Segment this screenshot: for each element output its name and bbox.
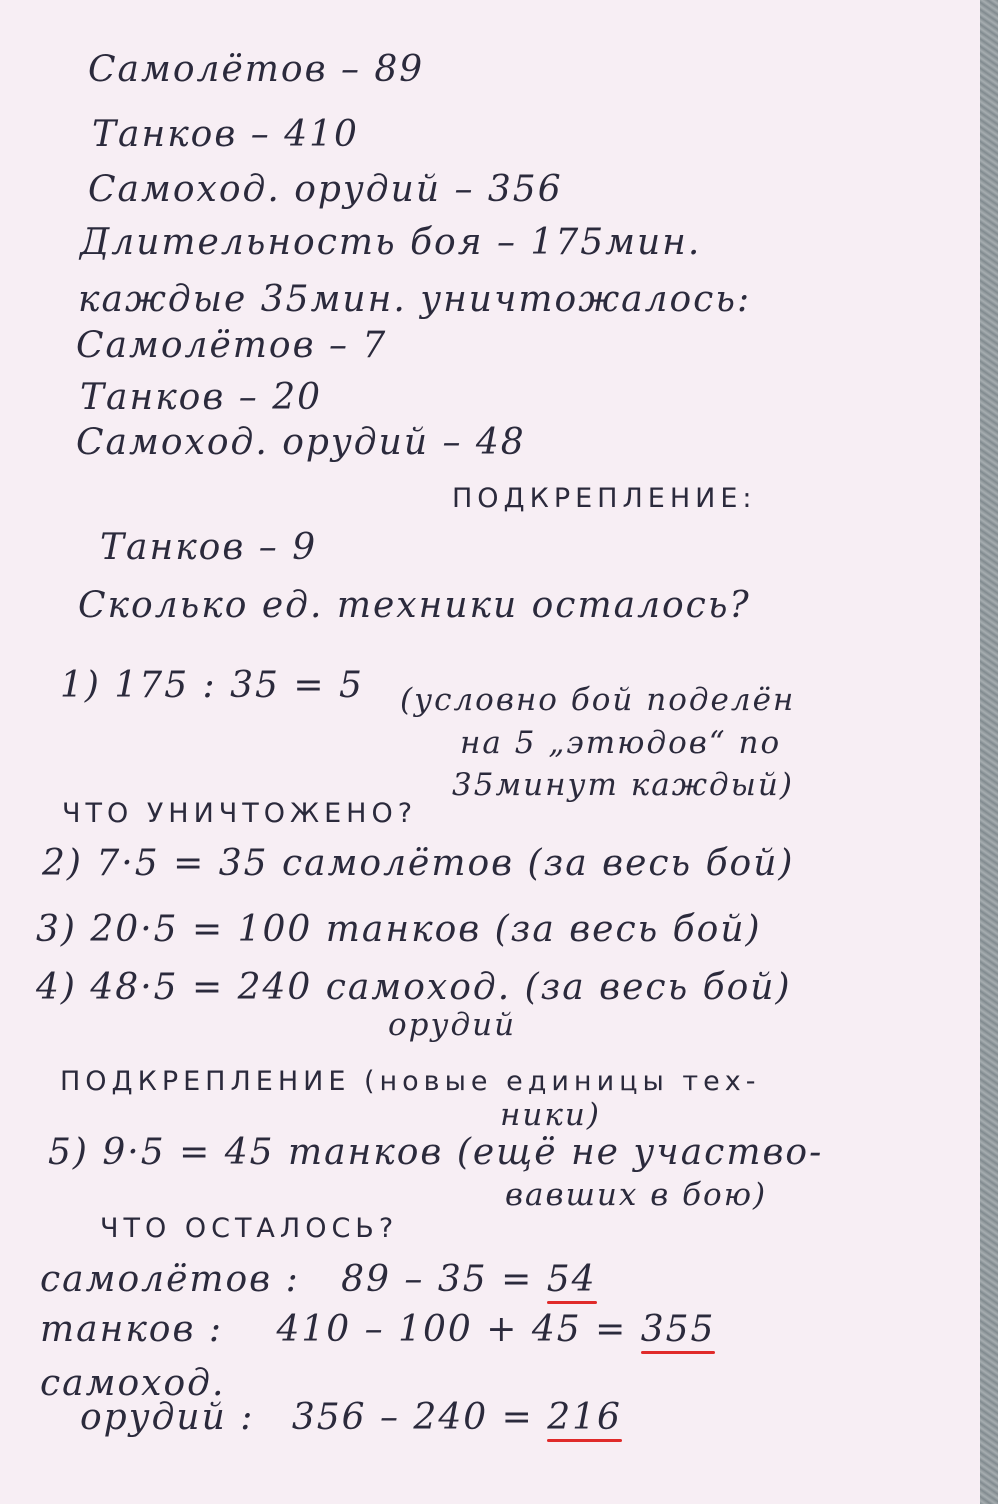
step-4-guns: орудий <box>388 1007 517 1043</box>
step-1-note-line2: на 5 „этюдов“ по <box>460 725 782 761</box>
given-every-35-min: каждые 35мин. уничтожалось: <box>78 279 752 320</box>
destroyed-heading: ЧТО УНИЧТОЖЕНО? <box>62 798 418 829</box>
result-guns-label-line1: самоход. <box>40 1363 226 1404</box>
given-tanks: Танков – 410 <box>92 114 359 155</box>
given-duration: Длительность боя – 175мин. <box>80 222 702 263</box>
result-planes-expr: 89 – 35 = <box>341 1259 534 1300</box>
result-planes <box>40 1259 597 1300</box>
step-1-note-line3: 35минут каждый) <box>452 767 794 803</box>
step-2: 2) 7·5 = 35 самолётов (за весь бой) <box>42 843 795 884</box>
result-planes-answer: 54 <box>546 1259 597 1300</box>
background-fabric <box>980 0 998 1504</box>
result-tanks-answer: 355 <box>640 1309 716 1350</box>
step-4: 4) 48·5 = 240 самоход. (за весь бой) <box>36 967 792 1008</box>
step-1: 1) 175 : 35 = 5 <box>60 665 364 706</box>
question: Сколько ед. техники осталось? <box>78 585 751 626</box>
result-guns <box>80 1397 622 1438</box>
remaining-heading: ЧТО ОСТАЛОСЬ? <box>100 1213 399 1244</box>
result-guns-label: орудий : <box>80 1397 255 1438</box>
destroyed-guns: Самоход. орудий – 48 <box>76 422 526 463</box>
step-3: 3) 20·5 = 100 танков (за весь бой) <box>36 909 762 950</box>
destroyed-tanks: Танков – 20 <box>80 377 323 418</box>
reinforcement-heading: ПОДКРЕПЛЕНИЕ: <box>452 483 757 514</box>
result-tanks-label: танков : <box>40 1309 224 1350</box>
result-guns-expr: 356 – 240 = <box>291 1397 534 1438</box>
result-tanks-expr: 410 – 100 + 45 = <box>276 1309 628 1350</box>
step-5: 5) 9·5 = 45 танков (ещё не участво- <box>48 1132 824 1173</box>
reinforcement-note: ПОДКРЕПЛЕНИЕ (новые единицы тех- <box>60 1066 761 1097</box>
step-5-cont: вавших в бою) <box>505 1177 768 1213</box>
result-planes-label: самолётов : <box>40 1259 300 1300</box>
step-1-note-line1: (условно бой поделён <box>400 682 796 718</box>
result-guns-answer: 216 <box>547 1397 622 1438</box>
reinforcement-tanks: Танков – 9 <box>100 527 318 568</box>
given-guns: Самоход. орудий – 356 <box>88 169 563 210</box>
destroyed-planes: Самолётов – 7 <box>76 325 388 366</box>
result-tanks <box>40 1309 716 1350</box>
given-planes: Самолётов – 89 <box>88 49 425 90</box>
reinforcement-note-cont: ники) <box>500 1097 601 1133</box>
